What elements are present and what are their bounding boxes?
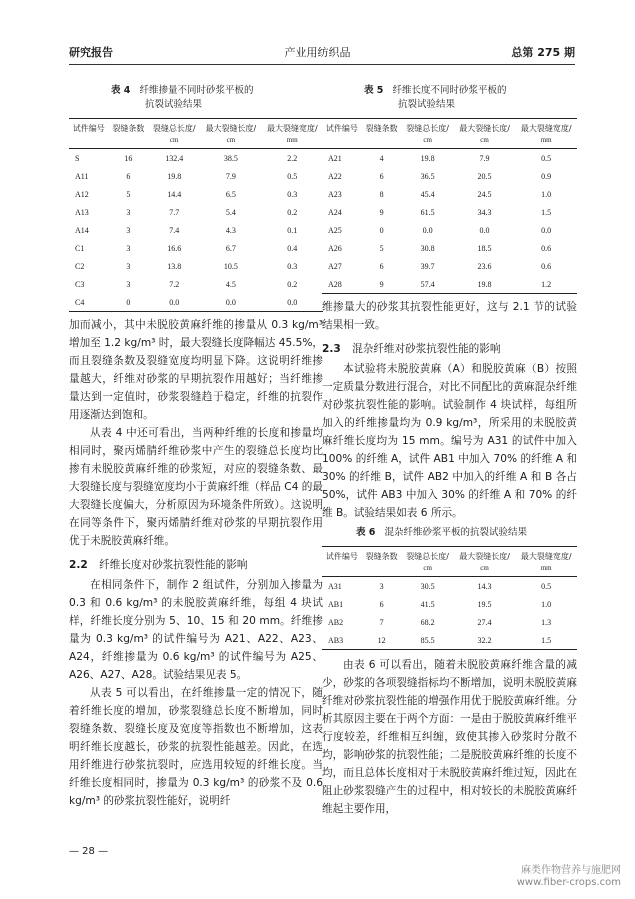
- table4-label: 表 4: [111, 85, 131, 96]
- table5-unit-max-width: mm: [515, 135, 577, 149]
- table5-row: [322, 167, 577, 185]
- table6-cell: 14.3: [477, 581, 492, 591]
- table4-cell: 3: [126, 207, 131, 217]
- table5-cell: A28: [322, 275, 362, 294]
- table4-unit-total-length: cm: [148, 135, 200, 149]
- table5-col-specimen: 试件编号: [322, 119, 362, 136]
- table5-cell: 1.0: [541, 189, 552, 199]
- table6-cell: AB3: [322, 631, 362, 650]
- table6-cell: 6: [379, 599, 384, 609]
- table5-cell: 0.6: [541, 243, 552, 253]
- table4-cell: 3: [126, 225, 131, 235]
- table4-unit-max-length: cm: [200, 135, 261, 149]
- table5-cell: 23.6: [477, 261, 492, 271]
- table4-cell: 2.2: [287, 153, 298, 163]
- table6-row: [322, 595, 577, 613]
- table5-row: [322, 203, 577, 221]
- section-2-2-number: 2.2: [69, 559, 88, 571]
- table6-cell: 1.5: [515, 631, 577, 650]
- table5-cell: 57.4: [402, 275, 454, 294]
- table4-cell: 3: [126, 261, 131, 271]
- table4-cell: 13.8: [167, 261, 182, 271]
- table5-cell: 0: [379, 225, 384, 235]
- table6-unit-max-length: cm: [454, 563, 516, 577]
- table6-cell: A31: [328, 581, 342, 591]
- table5-col-total-length: 裂缝总长度/: [402, 119, 454, 136]
- table4-cell: A12: [75, 189, 89, 199]
- table4-cell: 0.3: [287, 189, 298, 199]
- left-paragraph-3: 在相同条件下，制作 2 组试件，分别加入掺量为 0.3 和 0.6 kg/m³ 的未脱胶黄麻纤维，每组 4 块试样，纤维长度分别为 5、10、15 和 20 mm。纤维掺量为 0.3 kg/m³ 的试件编号为 A21、A22、A23、A24，纤维掺量为 0.6 kg/m³ 的试件编号为 A25、A26、A27、A28。试验结果见表 5。: [69, 579, 323, 681]
- table6-title: 混杂纤维砂浆平板的抗裂试验结果: [384, 527, 527, 538]
- table5-title-line2: 抗裂试验结果: [398, 99, 456, 110]
- table6-col-total-length: 裂缝总长度/: [402, 547, 454, 564]
- table4-title-line1: 纤维掺量不同时砂浆平板的: [139, 85, 254, 96]
- table5-caption: [322, 84, 577, 112]
- table6-cell: AB2: [328, 617, 344, 627]
- table4-col-crack-count: 裂缝条数: [109, 119, 149, 136]
- table5-cell: 0.5: [541, 153, 552, 163]
- table4-caption: [69, 84, 323, 112]
- table4-cell: C1: [75, 243, 85, 253]
- table5-cell: 0.0: [541, 225, 552, 235]
- table4-cell: 0.4: [287, 243, 298, 253]
- table4-cell: 7.9: [225, 171, 236, 181]
- table5-row: [322, 185, 577, 203]
- right-paragraph-3: 由表 6 可以看出，随着未脱胶黄麻纤维含量的减少，砂浆的各项裂缝指标均不断增加，说明未脱胶黄麻纤维对砂浆抗裂性能的增强作用优于脱胶黄麻纤维。分析其原因主要在于两个方面：一是由于脱胶黄麻纤维平行度较差，纤维相互纠缠，致使其掺入砂浆时分散不均，影响砂浆的抗裂性能；二是脱胶黄麻纤维的长度不均，而且总体长度相对于未脱胶黄麻纤维过短，因此在阻止砂浆裂缝产生的过程中，相对较长的未脱胶黄麻纤维起主要作用，: [322, 659, 577, 815]
- table5-cell: 1.2: [515, 275, 577, 294]
- table6-col-specimen: 试件编号: [322, 547, 362, 564]
- table5-cell: 24.5: [477, 189, 492, 199]
- table4-cell: S: [75, 153, 80, 163]
- table6-cell: 1.3: [541, 617, 552, 627]
- table4-title-line2: 抗裂试验结果: [145, 99, 203, 110]
- section-2-2-heading: [69, 556, 323, 574]
- table4-row: [69, 167, 323, 185]
- table4-col-total-length: 裂缝总长度/: [148, 119, 200, 136]
- table4-cell: 5: [126, 189, 131, 199]
- table5-cell: 39.7: [420, 261, 435, 271]
- table4-cell: 7.4: [169, 225, 180, 235]
- table5-cell: A25: [328, 225, 342, 235]
- watermark-line-1: 麻类作物营养与施肥网: [521, 865, 621, 876]
- table4-cell: C3: [75, 279, 85, 289]
- table4-cell: A11: [75, 171, 89, 181]
- table5-cell: A21: [328, 153, 342, 163]
- table5-row: [322, 239, 577, 257]
- table5-cell: 6: [379, 171, 384, 181]
- table5-cell: 34.3: [477, 207, 492, 217]
- table5-title-line1: 纤维长度不同时砂浆平板的: [392, 85, 507, 96]
- table4-row: [69, 257, 323, 275]
- table4-col-specimen: 试件编号: [69, 119, 109, 136]
- table5: [322, 118, 577, 294]
- table6-cell: 85.5: [402, 631, 454, 650]
- table4-cell: 0: [109, 293, 149, 312]
- table5-cell: A22: [328, 171, 342, 181]
- table6: [322, 546, 577, 650]
- table6-cell: 19.5: [477, 599, 492, 609]
- table4-cell: 0.0: [200, 293, 261, 312]
- page-number: — 28 —: [69, 846, 109, 857]
- table5-cell: 8: [379, 189, 384, 199]
- table5-cell: 0.0: [479, 225, 490, 235]
- table5-cell: 0.6: [541, 261, 552, 271]
- table4-unit-max-width: mm: [262, 135, 323, 149]
- table6-row: [322, 631, 577, 650]
- table4-row: [69, 239, 323, 257]
- table6-cell: 7: [379, 617, 384, 627]
- table5-cell: 18.5: [477, 243, 492, 253]
- table5-row: [322, 221, 577, 239]
- section-2-3-number: 2.3: [322, 343, 341, 355]
- watermark-line-2: www.fiber-crops.com: [516, 877, 621, 888]
- left-paragraph-1: 加而减小，其中未脱胶黄麻纤维的掺量从 0.3 kg/m³ 增加至 1.2 kg/m³ 时，最大裂缝长度降幅达 45.5%，而且裂缝条数及裂缝宽度均明显下降。这说明纤维掺量越大，纤维对砂浆的早期抗裂作用越好；当纤维掺量达到一定值时，砂浆裂缝趋于稳定，纤维的抗裂作用逐渐达到饱和。: [69, 319, 323, 421]
- table6-row: [322, 613, 577, 631]
- table4-cell: 5.4: [225, 207, 236, 217]
- table6-col-crack-count: 裂缝条数: [362, 547, 402, 564]
- table6-unit-total-length: cm: [402, 563, 454, 577]
- table5-cell: 7.9: [479, 153, 490, 163]
- table4-cell: 7.2: [169, 279, 180, 289]
- table4-cell: 7.7: [169, 207, 180, 217]
- table4-cell: 0.0: [262, 293, 323, 312]
- table6-row: [322, 577, 577, 596]
- table4: [69, 118, 323, 312]
- table6-col-max-length: 最大裂缝长度/: [454, 547, 516, 564]
- table5-cell: 1.5: [541, 207, 552, 217]
- table4-col-max-width: 最大裂缝宽度/: [262, 119, 323, 136]
- table4-cell: 6: [126, 171, 131, 181]
- table4-row: [69, 203, 323, 221]
- right-paragraph-2: 本试验将未脱胶黄麻（A）和脱胶黄麻（B）按照一定质量分数进行混合，对比不同配比的黄麻混杂纤维对砂浆抗裂性能的影响。试验制作 4 块试样，每组所加入的纤维掺量均为 0.9 kg/m³，所采用的未脱胶黄麻纤维长度均为 15 mm。编号为 A31 的试件中加入 100% 的纤维 A，试件 AB1 中加入 70% 的纤维 A 和 30% 的纤维 B，试件 AB2 中加入的纤维 A 和 B 各占 50%，试件 AB3 中加入 30% 的纤维 A 和 70% 的纤维 B。试验结果如表 6 所示。: [322, 363, 577, 519]
- table4-col-max-length: 最大裂缝长度/: [200, 119, 261, 136]
- table4-row: [69, 149, 323, 168]
- table5-cell: 19.8: [420, 153, 435, 163]
- left-paragraph-2: 从表 4 中还可看出，当两种纤维的长度和掺量均相同时，聚丙烯腈纤维砂浆中产生的裂缝总长度均比掺有未脱胶黄麻纤维的砂浆短，对应的裂缝条数、最大裂缝长度与裂缝宽度均小于黄麻纤维（样品 C4 的最大裂缝长度偏大，分析原因为环境条件所致）。这说明在同等条件下，聚丙烯腈纤维对砂浆的早期抗裂作用优于未脱胶黄麻纤维。: [69, 427, 323, 547]
- table6-cell: 3: [379, 581, 384, 591]
- table4-cell: A13: [75, 207, 89, 217]
- table6-cell: 41.5: [420, 599, 435, 609]
- table5-cell: 61.5: [420, 207, 435, 217]
- table4-row: [69, 221, 323, 239]
- table6-cell: 68.2: [420, 617, 435, 627]
- table4-cell: 4.5: [225, 279, 236, 289]
- right-paragraph-1: 维掺量大的砂浆其抗裂性能更好，这与 2.1 节的试验结果相一致。: [322, 301, 577, 331]
- table6-label: 表 6: [356, 527, 376, 538]
- table4-cell: C4: [69, 293, 109, 312]
- table4-cell: 3: [126, 243, 131, 253]
- table4-cell: 3: [126, 279, 131, 289]
- table4-cell: 0.3: [287, 261, 298, 271]
- table5-cell: 30.8: [420, 243, 435, 253]
- table4-cell: A14: [75, 225, 89, 235]
- section-2-3-title: 混杂纤维对砂浆抗裂性能的影响: [352, 343, 501, 355]
- table4-cell: 0.5: [287, 171, 298, 181]
- table6-cell: 32.2: [454, 631, 516, 650]
- table5-cell: 45.4: [420, 189, 435, 199]
- table4-row: [69, 185, 323, 203]
- table5-row: [322, 275, 577, 294]
- table6-cell: 30.5: [420, 581, 435, 591]
- table5-cell: A26: [328, 243, 342, 253]
- table5-cell: A24: [328, 207, 342, 217]
- table5-cell: 0.9: [541, 171, 552, 181]
- table6-unit-max-width: mm: [515, 563, 577, 577]
- table5-cell: 9: [362, 275, 402, 294]
- table5-cell: 5: [379, 243, 384, 253]
- table4-cell: 4.3: [225, 225, 236, 235]
- table4-cell: C2: [75, 261, 85, 271]
- table4-row: [69, 275, 323, 293]
- section-2-3-heading: [322, 340, 577, 358]
- left-paragraph-4: 从表 5 可以看出，在纤维掺量一定的情况下，随着纤维长度的增加，砂浆裂缝总长度不断增加，同时裂缝条数、裂缝长度及宽度等指数也不断增加，这表明纤维长度越长，砂浆的抗裂性能越差。因此，在选用纤维进行砂浆抗裂时，应选用较短的纤维长度。当纤维长度相同时，掺量为 0.3 kg/m³ 的砂浆不及 0.6 kg/m³ 的砂浆抗裂性能好，说明纤: [69, 687, 323, 807]
- table4-cell: 6.7: [225, 243, 236, 253]
- table4-cell: 16.6: [167, 243, 182, 253]
- section-2-2-title: 纤维长度对砂浆抗裂性能的影响: [99, 559, 248, 571]
- table6-cell: 27.4: [477, 617, 492, 627]
- table5-unit-total-length: cm: [402, 135, 454, 149]
- table4-cell: 132.4: [165, 153, 184, 163]
- table6-col-max-width: 最大裂缝宽度/: [515, 547, 577, 564]
- table5-cell: 19.8: [454, 275, 516, 294]
- table5-col-max-width: 最大裂缝宽度/: [515, 119, 577, 136]
- table6-cell: 12: [362, 631, 402, 650]
- journal-section-label: 研究报告: [69, 46, 113, 59]
- table5-cell: 0.0: [422, 225, 433, 235]
- table6-cell: AB1: [328, 599, 344, 609]
- table5-col-max-length: 最大裂缝长度/: [454, 119, 516, 136]
- table4-cell: 0.2: [287, 279, 298, 289]
- issue-number: 总第 275 期: [511, 46, 575, 59]
- table4-cell: 14.4: [167, 189, 182, 199]
- watermark: [517, 865, 621, 889]
- table5-cell: 9: [379, 207, 384, 217]
- table5-cell: A23: [328, 189, 342, 199]
- table4-cell: 16: [124, 153, 133, 163]
- table5-label: 表 5: [364, 85, 384, 96]
- table5-row: [322, 149, 577, 168]
- table4-row: [69, 293, 323, 312]
- table4-cell: 6.5: [225, 189, 236, 199]
- journal-name: 产业用纺织品: [284, 46, 351, 59]
- table5-cell: A27: [328, 261, 342, 271]
- left-column: [69, 72, 323, 810]
- header-rule: [69, 64, 575, 65]
- table5-unit-max-length: cm: [454, 135, 516, 149]
- table4-cell: 0.0: [148, 293, 200, 312]
- table5-cell: 36.5: [420, 171, 435, 181]
- table6-caption: [322, 526, 577, 540]
- table4-cell: 0.2: [287, 207, 298, 217]
- table5-cell: 4: [379, 153, 384, 163]
- right-column: [322, 72, 577, 818]
- table4-cell: 10.5: [223, 261, 238, 271]
- table4-cell: 38.5: [223, 153, 238, 163]
- table5-row: [322, 257, 577, 275]
- table5-cell: 20.5: [477, 171, 492, 181]
- table4-cell: 0.1: [287, 225, 298, 235]
- table5-col-crack-count: 裂缝条数: [362, 119, 402, 136]
- table6-cell: 0.5: [541, 581, 552, 591]
- table5-cell: 6: [379, 261, 384, 271]
- table6-cell: 1.0: [541, 599, 552, 609]
- table4-cell: 19.8: [167, 171, 182, 181]
